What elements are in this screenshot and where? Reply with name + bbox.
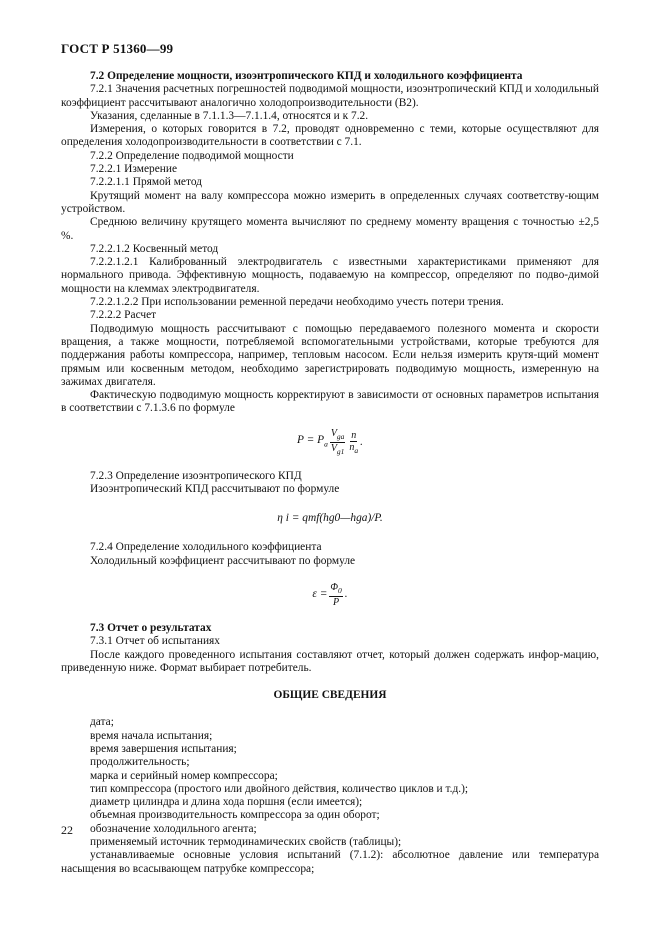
- list-item: применяемый источник термодинамических свойств (таблицы);: [90, 836, 402, 849]
- list-item: тип компрессора (простого или двойного действия, количество циклов и т.д.);: [90, 782, 469, 795]
- paragraph: После каждого проведенного испытания составляют отчет, который должен содержать инфор-мацию, приведенную ниже. Формат выбирает потребитель.: [61, 648, 599, 674]
- paragraph: Измерения, о которых говорится в 7.2, проводят одновременно с теми, которые осуществляют для определения холодопроизводительности в соответствии с 7.1.: [61, 123, 599, 149]
- document-body: [61, 70, 599, 876]
- formula-cop-fraction: $\frac{\Phi_0}{P}$: [330, 581, 342, 608]
- paragraph: Изоэнтропический КПД рассчитывают по формуле: [90, 483, 340, 496]
- list-item: время начала испытания;: [90, 729, 213, 742]
- list-item: объемная производительность компрессора за один оборот;: [90, 809, 380, 822]
- paragraph: Подводимую мощность рассчитывают с помощью передаваемого полезного момента и скорости вращения, а также мощности, потребляемой вспомогательными устройствами, которые требуются для поддержания работы компрессора, например, тепловым насосом. Если нельзя измерить крутя-щий момент прямым или косвенным методом, необходимо зарегистрировать подводимую мощность, измеренную на зажимах двигателя.: [61, 322, 599, 388]
- paragraph: 7.2.2.1.2.2 При использовании ременной передачи необходимо учесть потери трения.: [90, 296, 504, 309]
- paragraph: Указания, сделанные в 7.1.1.3—7.1.1.4, относятся и к 7.2.: [90, 109, 369, 122]
- list-item: продолжительность;: [90, 756, 190, 769]
- paragraph: Холодильный коэффициент рассчитывают по формуле: [90, 554, 356, 567]
- subheading: 7.2.2.1.1 Прямой метод: [90, 176, 202, 189]
- section-title-general-info: ОБЩИЕ СВЕДЕНИЯ: [273, 689, 387, 702]
- section-heading-7-2: 7.2 Определение мощности, изоэнтропического КПД и холодильного коэффициента: [90, 70, 523, 82]
- list-item: обозначение холодильного агента;: [90, 822, 257, 835]
- formula-power: $P = P_a$ $\frac{V_{ga}}{V_{g1}}$ $\frac{n}{n_a}$ .: [296, 428, 364, 457]
- document-header: ГОСТ Р 51360—99: [61, 41, 174, 56]
- list-item: время завершения испытания;: [90, 742, 237, 755]
- section-heading-7-3: 7.3 Отчет о результатах: [90, 621, 212, 634]
- subheading: 7.3.1 Отчет об испытаниях: [90, 635, 220, 648]
- list-item: марка и серийный номер компрессора;: [90, 769, 278, 782]
- formula-isentropic-efficiency: η i = qmf(hg0—hga)/P.: [277, 511, 383, 524]
- paragraph: Среднюю величину крутящего момента вычисляют по среднему моменту вращения с точностью ±2,5 %.: [61, 216, 599, 242]
- list-item: устанавливаемые основные условия испытаний (7.1.2): абсолютное давление или температура насыщения во всасывающем патрубке компрессора;: [61, 849, 599, 875]
- subheading: 7.2.4 Определение холодильного коэффициента: [90, 541, 322, 554]
- subheading: 7.2.2.2 Расчет: [90, 309, 157, 322]
- formula-power-speed-ratio: $\frac{n}{n_a}$: [349, 429, 359, 455]
- list-item: диаметр цилиндра и длина хода поршня (если имеется);: [90, 796, 363, 809]
- paragraph: 7.2.2.1.2.1 Калиброванный электродвигатель с известными характеристиками применяют для нормального привода. Эффективную мощность, подаваемую на компрессор, определяют по подво-димой мощности на клеммах электродвигателя.: [61, 256, 599, 295]
- formula-power-volume-ratio: $\frac{V_{ga}}{V_{g1}}$: [330, 428, 345, 457]
- subheading: 7.2.2 Определение подводимой мощности: [90, 149, 294, 162]
- paragraph: Крутящий момент на валу компрессора можно измерить в определенных случаях соответству-ющим устройством.: [61, 189, 599, 215]
- formula-cop: ε = $\frac{\Phi_0}{P}$ .: [312, 581, 348, 608]
- subheading: 7.2.2.1 Измерение: [90, 163, 177, 176]
- formula-power-lhs: $P = P_a$: [296, 434, 328, 449]
- paragraph: Фактическую подводимую мощность корректируют в зависимости от основных параметров испытания в соответствии с 7.1.3.6 по формуле: [61, 389, 599, 415]
- subheading: 7.2.2.1.2 Косвенный метод: [90, 242, 219, 255]
- subheading: 7.2.3 Определение изоэнтропического КПД: [90, 469, 302, 482]
- paragraph: 7.2.1 Значения расчетных погрешностей подводимой мощности, изоэнтропический КПД и холодильный коэффициент рассчитывают аналогично холодопроизводительности (В2).: [61, 83, 599, 109]
- page-number: 22: [61, 823, 73, 837]
- list-item: дата;: [90, 716, 114, 729]
- general-info-list: [61, 716, 599, 876]
